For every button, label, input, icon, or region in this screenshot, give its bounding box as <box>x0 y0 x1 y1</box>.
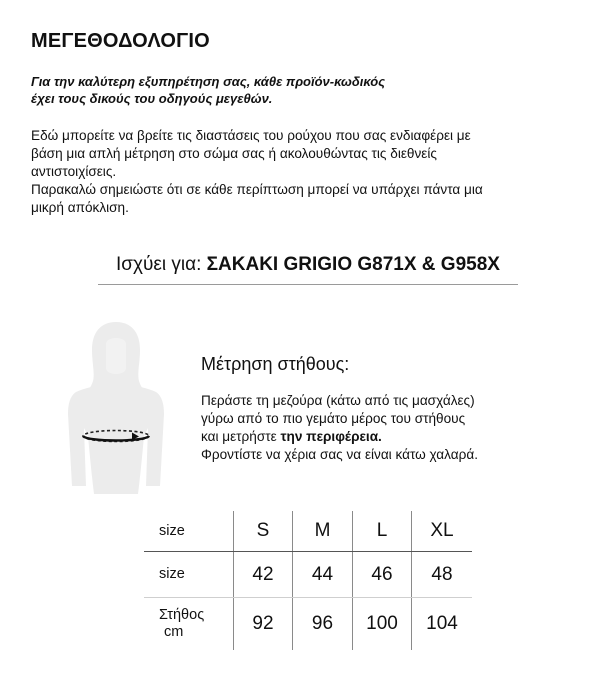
value-cell: 46 <box>353 552 412 598</box>
description-line: μικρή απόκλιση. <box>31 200 129 215</box>
size-cell: XL <box>412 511 473 552</box>
row-label-line: Στήθος <box>159 607 205 623</box>
size-cell: S <box>234 511 293 552</box>
instruction-text: και μετρήστε <box>201 429 281 444</box>
value-cell: 96 <box>293 598 353 651</box>
value-cell: 48 <box>412 552 473 598</box>
page-title: ΜΕΓΕΘΟΔΟΛΟΓΙΟ <box>31 30 210 52</box>
table-row <box>144 552 472 598</box>
intro-line: Για την καλύτερη εξυπηρέτηση σας, κάθε προϊόν-κωδικός <box>31 74 386 89</box>
value-cell: 44 <box>293 552 353 598</box>
product-name: ΣΑΚΑΚΙ GRIGIO G871X & G958X <box>206 254 500 275</box>
row-label <box>144 598 234 651</box>
heading-divider <box>98 284 518 285</box>
size-cell: M <box>293 511 353 552</box>
description-line: Εδώ μπορείτε να βρείτε τις διαστάσεις του ρούχου που σας ενδιαφέρει με <box>31 128 471 143</box>
measurement-title: Μέτρηση στήθους: <box>201 354 350 374</box>
face-shape <box>106 338 126 374</box>
value-cell: 104 <box>412 598 473 651</box>
value-cell: 92 <box>234 598 293 651</box>
instruction-emphasis: την περιφέρεια. <box>280 429 382 444</box>
intro-note <box>31 73 385 107</box>
intro-line: έχει τους δικούς του οδηγούς μεγεθών. <box>31 91 273 106</box>
size-table <box>144 511 472 650</box>
row-label: size <box>144 511 234 552</box>
description-line: αντιστοιχίσεις. <box>31 164 117 179</box>
female-silhouette-chest-measure-icon <box>66 318 166 508</box>
row-label: size <box>144 552 234 598</box>
instruction-line: γύρω από το πιο γεμάτο μέρος του στήθους <box>201 411 466 426</box>
torso-shape <box>68 384 164 494</box>
table-row-header <box>144 511 472 552</box>
value-cell: 100 <box>353 598 412 651</box>
value-cell: 42 <box>234 552 293 598</box>
description-line: βάση μια απλή μέτρηση στο σώμα σας ή ακολουθώντας τις διεθνείς <box>31 146 437 161</box>
size-cell: L <box>353 511 412 552</box>
instruction-line: Περάστε τη μεζούρα (κάτω από τις μασχάλες) <box>201 393 475 408</box>
instruction-line <box>201 428 478 446</box>
description-line: Παρακαλώ σημειώστε ότι σε κάθε περίπτωση μπορεί να υπάρχει πάντα μια <box>31 182 483 197</box>
applies-to-heading <box>98 254 518 276</box>
measurement-instructions <box>201 392 478 464</box>
description <box>31 127 576 217</box>
applies-prefix: Ισχύει για: <box>116 254 207 275</box>
table-row <box>144 598 472 651</box>
instruction-line: Φροντίστε να χέρια σας να είναι κάτω χαλαρά. <box>201 447 478 462</box>
row-label-unit: cm <box>164 624 184 640</box>
